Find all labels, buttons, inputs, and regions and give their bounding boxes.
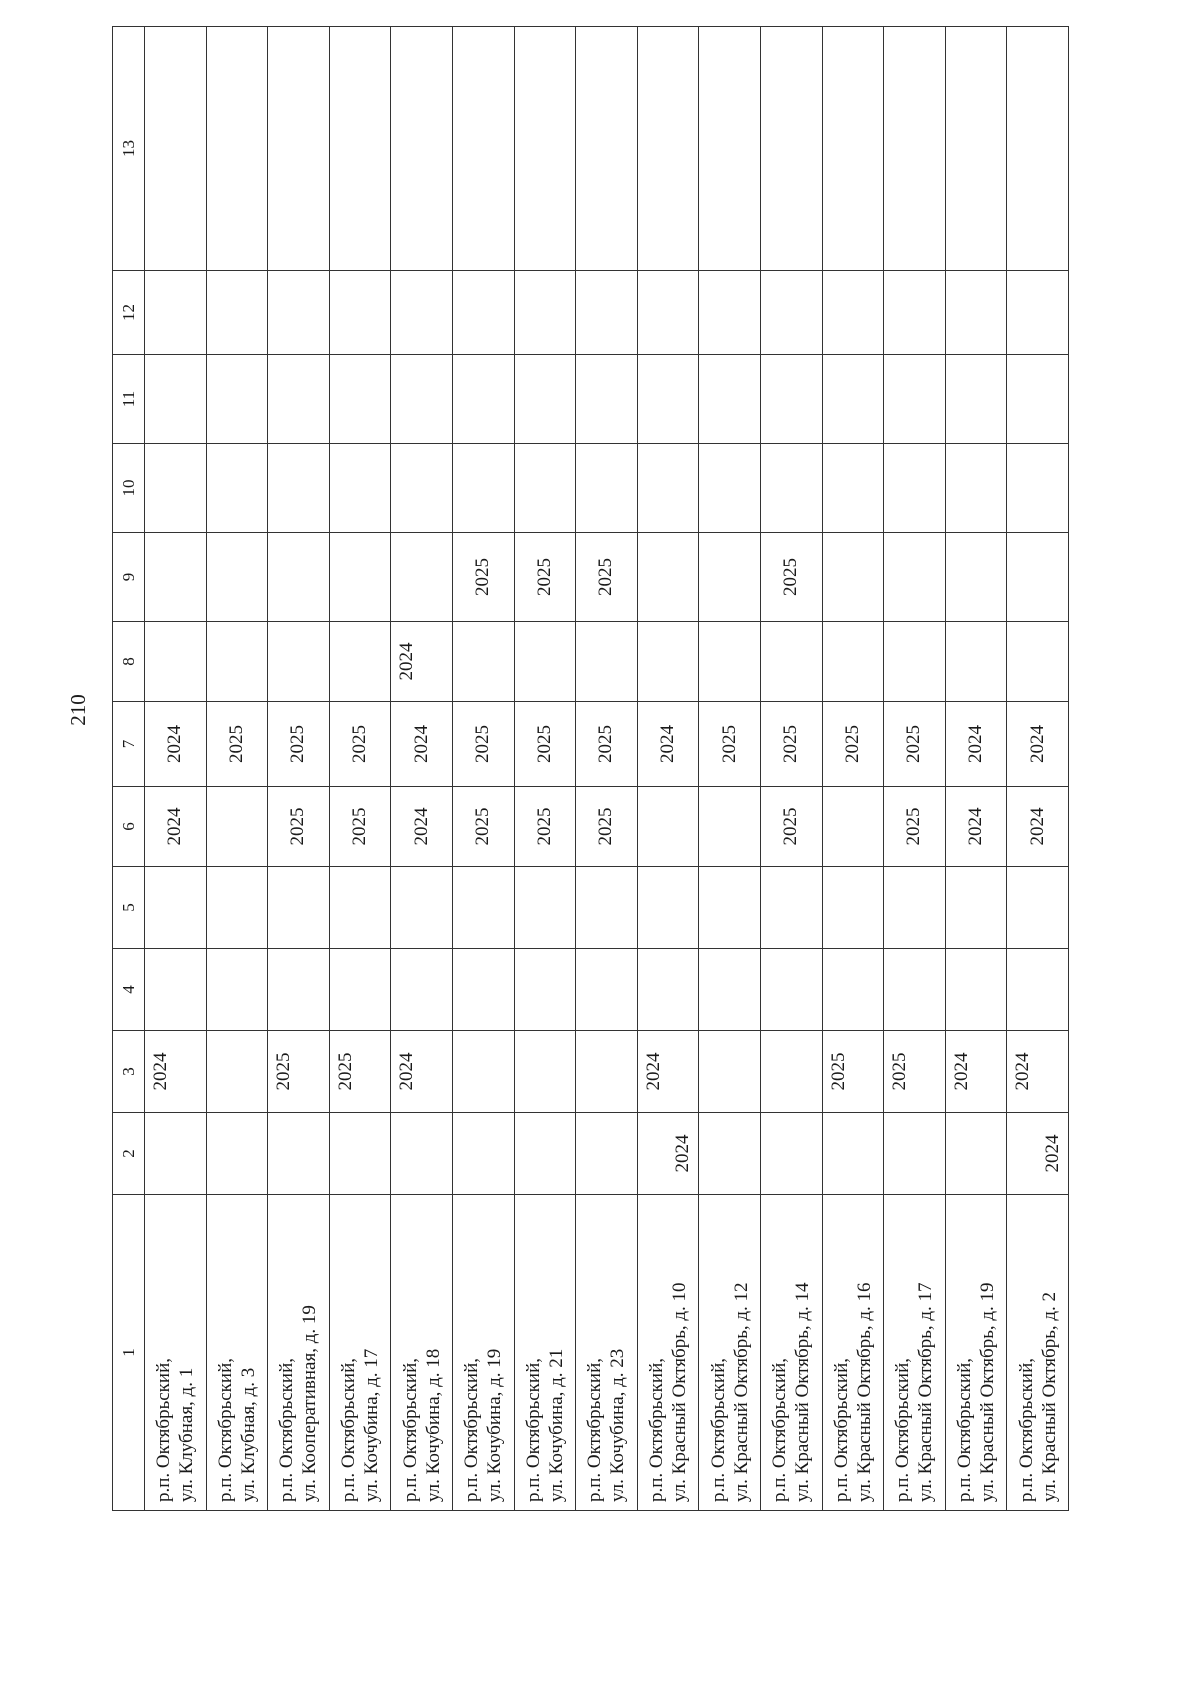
year-cell-col-9 (1007, 533, 1069, 622)
year-cell-col-12 (699, 271, 761, 355)
year-cell-col-12 (145, 271, 207, 355)
year-cell-col-5 (576, 867, 638, 949)
year-cell-col-11 (699, 355, 761, 444)
year-cell-col-12 (391, 271, 453, 355)
table-row (760, 27, 822, 1511)
repair-schedule-table (112, 26, 1069, 1511)
year-cell-col-8 (699, 622, 761, 702)
year-cell-col-5 (760, 867, 822, 949)
year-cell-col-2 (329, 1113, 391, 1195)
address-street: ул. Красный Октябрь, д. 2 (1038, 1291, 1060, 1502)
year-cell-col-12 (884, 271, 946, 355)
year-cell-col-10 (945, 444, 1007, 533)
year-cell-col-2 (945, 1113, 1007, 1195)
address-cell (576, 1195, 638, 1511)
year-cell-col-11 (268, 355, 330, 444)
year-cell-col-8 (145, 622, 207, 702)
table-row (268, 27, 330, 1511)
year-cell-col-11 (822, 355, 884, 444)
year-cell-col-3: 2025 (822, 1031, 884, 1113)
year-cell-col-6: 2025 (329, 787, 391, 867)
year-cell-col-7: 2025 (268, 702, 330, 787)
year-cell-col-9 (391, 533, 453, 622)
table-row (699, 27, 761, 1511)
year-cell-col-8 (945, 622, 1007, 702)
year-cell-col-4 (637, 949, 699, 1031)
column-header-12: 12 (113, 271, 145, 355)
year-cell-col-6: 2025 (268, 787, 330, 867)
year-cell-col-7: 2025 (452, 702, 514, 787)
column-header-9: 9 (113, 533, 145, 622)
year-cell-col-13 (884, 27, 946, 271)
column-header-2: 2 (113, 1113, 145, 1195)
year-cell-col-12 (206, 271, 268, 355)
address-street: ул. Красный Октябрь, д. 16 (853, 1282, 875, 1502)
year-cell-col-13 (637, 27, 699, 271)
address-street: ул. Красный Октябрь, д. 12 (730, 1282, 752, 1502)
address-street: ул. Красный Октябрь, д. 19 (977, 1282, 999, 1502)
year-cell-col-6: 2024 (145, 787, 207, 867)
year-cell-col-2 (206, 1113, 268, 1195)
year-cell-col-9: 2025 (452, 533, 514, 622)
year-cell-col-6: 2025 (514, 787, 576, 867)
year-cell-col-7: 2025 (576, 702, 638, 787)
year-cell-col-8 (760, 622, 822, 702)
year-cell-col-12 (637, 271, 699, 355)
address-street: ул. Кочубина, д. 19 (484, 1348, 506, 1502)
year-cell-col-4 (576, 949, 638, 1031)
year-cell-col-7: 2025 (699, 702, 761, 787)
year-cell-col-3: 2024 (1007, 1031, 1069, 1113)
year-cell-col-10 (822, 444, 884, 533)
year-cell-col-13 (699, 27, 761, 271)
year-cell-col-7: 2025 (514, 702, 576, 787)
year-cell-col-8 (268, 622, 330, 702)
year-cell-col-11 (945, 355, 1007, 444)
year-cell-col-10 (699, 444, 761, 533)
year-cell-col-6 (822, 787, 884, 867)
year-cell-col-3: 2025 (329, 1031, 391, 1113)
year-cell-col-3 (514, 1031, 576, 1113)
year-cell-col-9 (822, 533, 884, 622)
year-cell-col-7: 2024 (1007, 702, 1069, 787)
year-cell-col-4 (822, 949, 884, 1031)
column-header-11: 11 (113, 355, 145, 444)
year-cell-col-3: 2024 (637, 1031, 699, 1113)
year-cell-col-10 (884, 444, 946, 533)
address-cell (699, 1195, 761, 1511)
address-cell (1007, 1195, 1069, 1511)
year-cell-col-2 (760, 1113, 822, 1195)
year-cell-col-10 (206, 444, 268, 533)
year-cell-col-13 (329, 27, 391, 271)
year-cell-col-2 (822, 1113, 884, 1195)
year-cell-col-2 (884, 1113, 946, 1195)
address-settlement: р.п. Октябрьский, (954, 1358, 976, 1502)
address-settlement: р.п. Октябрьский, (646, 1358, 668, 1502)
year-cell-col-7: 2025 (206, 702, 268, 787)
year-cell-col-11 (1007, 355, 1069, 444)
address-settlement: р.п. Октябрьский, (1015, 1358, 1037, 1502)
year-cell-col-12 (760, 271, 822, 355)
address-cell (329, 1195, 391, 1511)
year-cell-col-11 (391, 355, 453, 444)
column-header-7: 7 (113, 702, 145, 787)
year-cell-col-13 (514, 27, 576, 271)
column-header-4: 4 (113, 949, 145, 1031)
address-cell (206, 1195, 268, 1511)
address-settlement: р.п. Октябрьский, (399, 1358, 421, 1502)
year-cell-col-10 (391, 444, 453, 533)
year-cell-col-3 (206, 1031, 268, 1113)
address-settlement: р.п. Октябрьский, (707, 1358, 729, 1502)
year-cell-col-7: 2024 (637, 702, 699, 787)
year-cell-col-5 (1007, 867, 1069, 949)
column-header-6: 6 (113, 787, 145, 867)
column-header-1: 1 (113, 1195, 145, 1511)
year-cell-col-10 (637, 444, 699, 533)
year-cell-col-9 (945, 533, 1007, 622)
table-row (884, 27, 946, 1511)
year-cell-col-4 (514, 949, 576, 1031)
address-street: ул. Кочубина, д. 21 (545, 1348, 567, 1502)
address-settlement: р.п. Октябрьский, (153, 1358, 175, 1502)
year-cell-col-9 (637, 533, 699, 622)
year-cell-col-2 (452, 1113, 514, 1195)
page-number: 210 (66, 694, 90, 726)
address-settlement: р.п. Октябрьский, (214, 1358, 236, 1502)
document-sheet (112, 47, 1069, 1511)
year-cell-col-3: 2025 (268, 1031, 330, 1113)
year-cell-col-11 (206, 355, 268, 444)
year-cell-col-5 (268, 867, 330, 949)
year-cell-col-13 (760, 27, 822, 271)
year-cell-col-10 (268, 444, 330, 533)
table-row (637, 27, 699, 1511)
year-cell-col-2 (514, 1113, 576, 1195)
year-cell-col-10 (329, 444, 391, 533)
year-cell-col-2 (576, 1113, 638, 1195)
year-cell-col-9: 2025 (760, 533, 822, 622)
address-settlement: р.п. Октябрьский, (276, 1358, 298, 1502)
year-cell-col-12 (329, 271, 391, 355)
year-cell-col-8 (822, 622, 884, 702)
table-row (391, 27, 453, 1511)
address-cell (760, 1195, 822, 1511)
year-cell-col-8 (514, 622, 576, 702)
year-cell-col-8 (452, 622, 514, 702)
table-body (145, 27, 1069, 1511)
year-cell-col-10 (576, 444, 638, 533)
year-cell-col-4 (945, 949, 1007, 1031)
year-cell-col-5 (145, 867, 207, 949)
year-cell-col-5 (329, 867, 391, 949)
table-row (822, 27, 884, 1511)
address-cell (884, 1195, 946, 1511)
address-cell (145, 1195, 207, 1511)
year-cell-col-2 (391, 1113, 453, 1195)
year-cell-col-8 (637, 622, 699, 702)
year-cell-col-11 (576, 355, 638, 444)
year-cell-col-7: 2024 (391, 702, 453, 787)
table-row (576, 27, 638, 1511)
year-cell-col-12 (268, 271, 330, 355)
year-cell-col-13 (945, 27, 1007, 271)
column-header-13: 13 (113, 27, 145, 271)
address-cell (268, 1195, 330, 1511)
year-cell-col-10 (145, 444, 207, 533)
year-cell-col-8 (1007, 622, 1069, 702)
year-cell-col-7: 2025 (822, 702, 884, 787)
address-cell (452, 1195, 514, 1511)
year-cell-col-6: 2025 (884, 787, 946, 867)
year-cell-col-3 (576, 1031, 638, 1113)
year-cell-col-13 (822, 27, 884, 271)
year-cell-col-9 (206, 533, 268, 622)
year-cell-col-2 (268, 1113, 330, 1195)
year-cell-col-13 (206, 27, 268, 271)
year-cell-col-12 (452, 271, 514, 355)
year-cell-col-11 (452, 355, 514, 444)
address-street: ул. Красный Октябрь, д. 14 (792, 1282, 814, 1502)
address-street: ул. Красный Октябрь, д. 17 (915, 1282, 937, 1502)
year-cell-col-4 (760, 949, 822, 1031)
year-cell-col-11 (884, 355, 946, 444)
year-cell-col-3 (452, 1031, 514, 1113)
year-cell-col-6: 2024 (391, 787, 453, 867)
year-cell-col-7: 2025 (884, 702, 946, 787)
column-header-5: 5 (113, 867, 145, 949)
year-cell-col-4 (206, 949, 268, 1031)
year-cell-col-9 (268, 533, 330, 622)
year-cell-col-4 (329, 949, 391, 1031)
address-settlement: р.п. Октябрьский, (769, 1358, 791, 1502)
year-cell-col-9: 2025 (576, 533, 638, 622)
year-cell-col-12 (945, 271, 1007, 355)
table-row (452, 27, 514, 1511)
table-row (206, 27, 268, 1511)
year-cell-col-12 (576, 271, 638, 355)
column-header-10: 10 (113, 444, 145, 533)
year-cell-col-13 (391, 27, 453, 271)
year-cell-col-3: 2024 (945, 1031, 1007, 1113)
year-cell-col-10 (1007, 444, 1069, 533)
year-cell-col-5 (699, 867, 761, 949)
year-cell-col-3: 2024 (145, 1031, 207, 1113)
column-header-8: 8 (113, 622, 145, 702)
year-cell-col-5 (391, 867, 453, 949)
address-settlement: р.п. Октябрьский, (584, 1358, 606, 1502)
year-cell-col-2 (145, 1113, 207, 1195)
year-cell-col-5 (637, 867, 699, 949)
year-cell-col-4 (884, 949, 946, 1031)
year-cell-col-13 (268, 27, 330, 271)
year-cell-col-3: 2024 (391, 1031, 453, 1113)
column-header-3: 3 (113, 1031, 145, 1113)
address-street: ул. Кочубина, д. 17 (361, 1348, 383, 1502)
year-cell-col-9 (884, 533, 946, 622)
year-cell-col-11 (637, 355, 699, 444)
year-cell-col-9 (329, 533, 391, 622)
year-cell-col-6 (637, 787, 699, 867)
address-cell (945, 1195, 1007, 1511)
address-cell (637, 1195, 699, 1511)
table-row (329, 27, 391, 1511)
year-cell-col-6 (206, 787, 268, 867)
table-row (1007, 27, 1069, 1511)
year-cell-col-5 (822, 867, 884, 949)
address-street: ул. Клубная, д. 3 (237, 1367, 259, 1502)
year-cell-col-11 (760, 355, 822, 444)
year-cell-col-4 (699, 949, 761, 1031)
address-street: ул. Клубная, д. 1 (176, 1367, 198, 1502)
year-cell-col-5 (452, 867, 514, 949)
year-cell-col-8 (884, 622, 946, 702)
year-cell-col-8 (206, 622, 268, 702)
address-street: ул. Кочубина, д. 23 (607, 1348, 629, 1502)
year-cell-col-7: 2024 (945, 702, 1007, 787)
address-settlement: р.п. Октябрьский, (522, 1358, 544, 1502)
year-cell-col-12 (1007, 271, 1069, 355)
year-cell-col-12 (822, 271, 884, 355)
year-cell-col-9 (145, 533, 207, 622)
address-street: ул. Кочубина, д. 18 (422, 1348, 444, 1502)
year-cell-col-10 (452, 444, 514, 533)
year-cell-col-4 (1007, 949, 1069, 1031)
year-cell-col-10 (514, 444, 576, 533)
year-cell-col-11 (514, 355, 576, 444)
year-cell-col-3: 2025 (884, 1031, 946, 1113)
year-cell-col-13 (145, 27, 207, 271)
year-cell-col-6 (699, 787, 761, 867)
year-cell-col-6: 2025 (760, 787, 822, 867)
address-settlement: р.п. Октябрьский, (461, 1358, 483, 1502)
year-cell-col-4 (268, 949, 330, 1031)
year-cell-col-4 (452, 949, 514, 1031)
year-cell-col-6: 2024 (1007, 787, 1069, 867)
table-row (514, 27, 576, 1511)
year-cell-col-8: 2024 (391, 622, 453, 702)
address-street: ул. Красный Октябрь, д. 10 (669, 1282, 691, 1502)
year-cell-col-4 (391, 949, 453, 1031)
year-cell-col-11 (145, 355, 207, 444)
year-cell-col-5 (206, 867, 268, 949)
year-cell-col-7: 2025 (329, 702, 391, 787)
address-cell (514, 1195, 576, 1511)
year-cell-col-9: 2025 (514, 533, 576, 622)
year-cell-col-6: 2025 (452, 787, 514, 867)
year-cell-col-3 (699, 1031, 761, 1113)
year-cell-col-6: 2024 (945, 787, 1007, 867)
year-cell-col-5 (884, 867, 946, 949)
header-row (113, 27, 145, 1511)
year-cell-col-9 (699, 533, 761, 622)
year-cell-col-4 (145, 949, 207, 1031)
year-cell-col-7: 2025 (760, 702, 822, 787)
year-cell-col-7: 2024 (145, 702, 207, 787)
address-settlement: р.п. Октябрьский, (338, 1358, 360, 1502)
year-cell-col-8 (329, 622, 391, 702)
year-cell-col-6: 2025 (576, 787, 638, 867)
year-cell-col-13 (452, 27, 514, 271)
year-cell-col-5 (514, 867, 576, 949)
address-settlement: р.п. Октябрьский, (892, 1358, 914, 1502)
year-cell-col-13 (576, 27, 638, 271)
table-row (145, 27, 207, 1511)
year-cell-col-11 (329, 355, 391, 444)
year-cell-col-13 (1007, 27, 1069, 271)
address-settlement: р.п. Октябрьский, (830, 1358, 852, 1502)
table-row (945, 27, 1007, 1511)
year-cell-col-2 (699, 1113, 761, 1195)
year-cell-col-5 (945, 867, 1007, 949)
year-cell-col-12 (514, 271, 576, 355)
address-street: ул. Кооперативная, д. 19 (299, 1305, 321, 1502)
year-cell-col-2: 2024 (637, 1113, 699, 1195)
address-cell (822, 1195, 884, 1511)
address-cell (391, 1195, 453, 1511)
year-cell-col-10 (760, 444, 822, 533)
year-cell-col-8 (576, 622, 638, 702)
year-cell-col-3 (760, 1031, 822, 1113)
year-cell-col-2: 2024 (1007, 1113, 1069, 1195)
